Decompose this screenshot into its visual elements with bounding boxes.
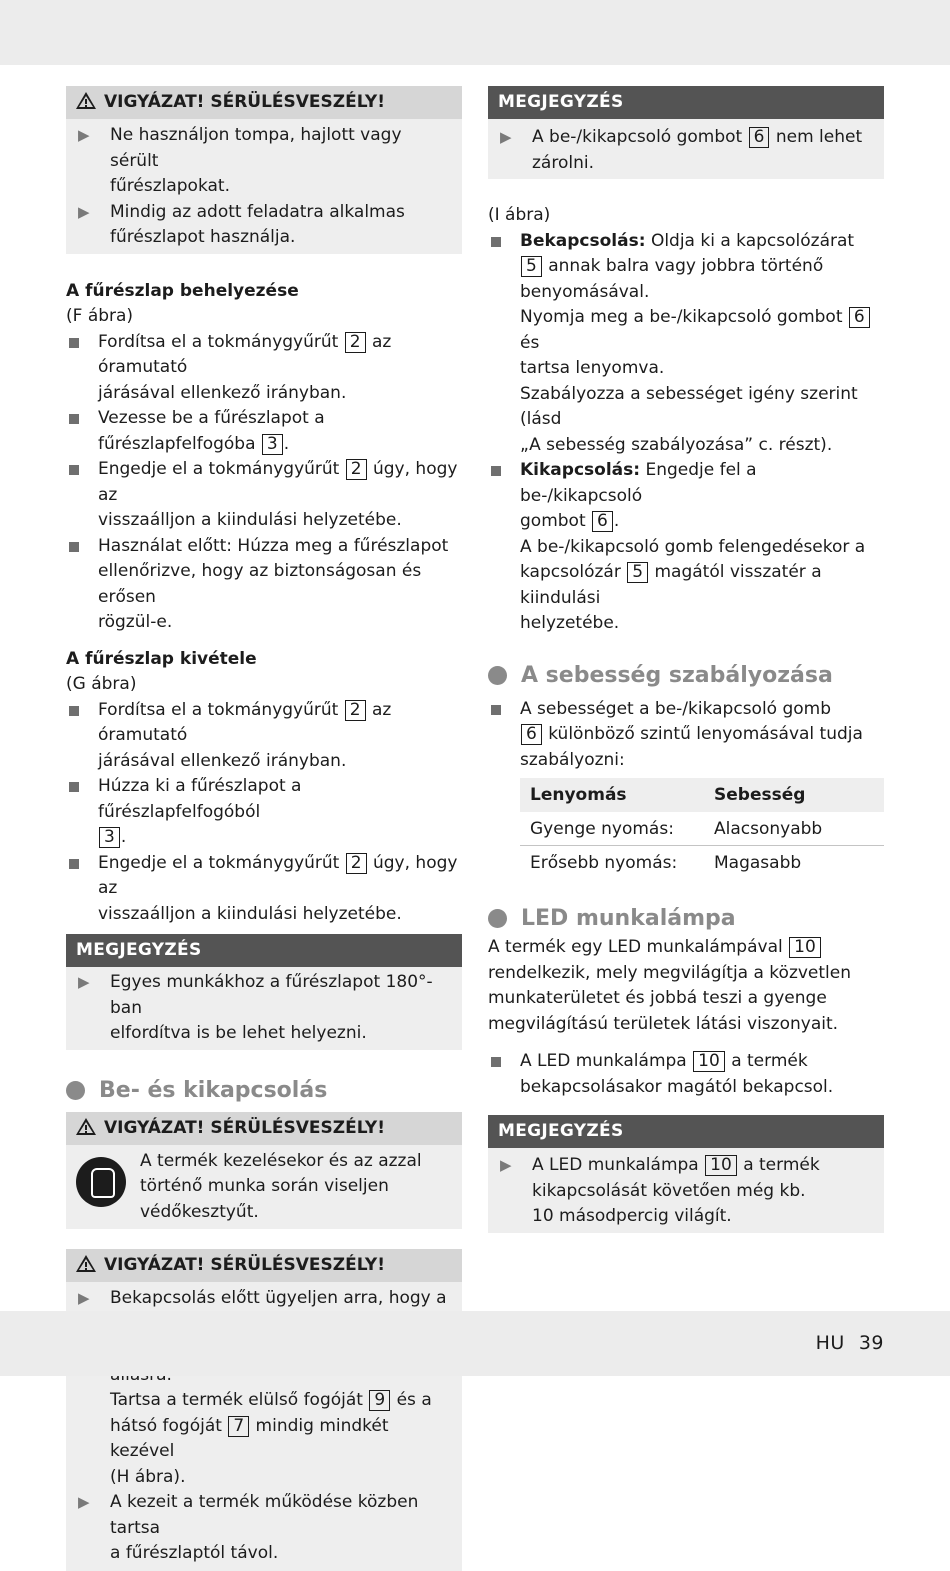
note-header: MEGJEGYZÉS	[488, 86, 884, 119]
part-number: 10	[693, 1051, 725, 1072]
part-number: 6	[749, 127, 770, 148]
list-item: ▶ Egyes munkákhoz a fűrészlapot 180°-ban elfordítva is be lehet helyezni.	[76, 970, 448, 1047]
triangle-bullet-icon: ▶	[78, 973, 90, 991]
warning-box-blades	[66, 86, 462, 254]
bullet-dot-icon	[66, 1081, 85, 1100]
speed-table	[520, 778, 884, 879]
warning-triangle-icon	[76, 92, 96, 109]
square-bullet-icon	[66, 406, 98, 457]
list-item: Használat előtt: Húzza meg a fűrészlapot ellenőrizve, hogy az biztonságosan és erősen rögzül-e.	[66, 534, 462, 636]
part-number: 10	[789, 937, 821, 958]
table-header: Sebesség	[704, 778, 884, 812]
list-item: ▶ A be-/kikapcsoló gombot 6 nem lehet zárolni.	[498, 125, 870, 176]
list-item-switch-off: Kikapcsolás: Engedje fel a be-/kikapcsoló gombot 6 . A be-/kikapcsoló gomb felengedésekor a kapcsolózár 5 magától visszatér a kiindulási helyzetébe.	[488, 458, 884, 637]
part-number: 6	[849, 307, 870, 328]
part-number: 3	[99, 827, 120, 848]
part-number: 5	[627, 562, 648, 583]
part-number: 6	[521, 724, 542, 745]
triangle-bullet-icon: ▶	[500, 1156, 512, 1174]
warning-triangle-icon	[76, 1118, 96, 1135]
figure-ref: (F ábra)	[66, 306, 134, 326]
list-item: Fordítsa el a tokmánygyűrűt 2 az óramutató járásával ellenkező irányban.	[66, 330, 462, 407]
square-bullet-icon	[488, 229, 520, 459]
list-item: Vezesse be a fűrészlapot a fűrészlapfelfogóba 3 .	[66, 406, 462, 457]
note-box-lock	[488, 86, 884, 179]
part-number: 2	[346, 853, 367, 874]
heading-insert-blade: A fűrészlap behelyezése	[66, 280, 299, 301]
square-bullet-icon	[488, 697, 520, 774]
list-item: Húzza ki a fűrészlapot a fűrészlapfelfogóból 3 .	[66, 774, 462, 851]
triangle-bullet-icon: ▶	[78, 126, 90, 144]
note-box-led	[488, 1115, 884, 1233]
note-box-rotate	[66, 934, 462, 1050]
list-item: ▶ Bekapcsolás előtt ügyeljen arra, hogy a	[76, 1286, 448, 1337]
square-bullet-icon	[66, 330, 98, 407]
list-item: A LED munkalámpa 10 a termék bekapcsolásakor magától bekapcsol.	[488, 1049, 884, 1100]
part-number: 9	[369, 1390, 390, 1411]
list-item: Tartsa a termék elülső fogóját 9 és a hátsó fogóját 7 mindig mindkét kezével (H ábra).	[76, 1337, 448, 1490]
bullet-dot-icon	[488, 666, 507, 685]
gloves-icon	[76, 1157, 126, 1207]
triangle-bullet-icon: ▶	[78, 1289, 90, 1307]
part-number: 3	[262, 434, 283, 455]
list-item: Fordítsa el a tokmánygyűrűt 2 az óramutató járásával ellenkező irányban.	[66, 698, 462, 775]
list-item: ▶ Ne használjon tompa, hajlott vagy sérült fűrészlapokat.	[76, 123, 448, 200]
figure-ref: (I ábra)	[488, 205, 551, 225]
table-row: Gyenge nyomás: Alacsonyabb	[520, 812, 884, 846]
list-item: ▶ Mindig az adott feladatra alkalmas fűrészlapot használja.	[76, 200, 448, 251]
note-header: MEGJEGYZÉS	[66, 934, 462, 967]
top-band	[0, 0, 950, 65]
warning-box-operation	[66, 1249, 462, 1571]
square-bullet-icon	[66, 534, 98, 636]
right-column	[488, 86, 884, 1233]
figure-ref: (G ábra)	[66, 674, 137, 694]
list-item: ▶ A kezeit a termék működése közben tartsa a fűrészlaptól távol.	[76, 1490, 448, 1567]
square-bullet-icon	[66, 774, 98, 851]
list-item: ▶ A LED munkalámpa 10 a termék kikapcsolását követően még kb. 10 másodpercig világít.	[498, 1153, 870, 1230]
part-number: 2	[345, 700, 366, 721]
warning-header: VIGYÁZAT! SÉRÜLÉSVESZÉLY!	[66, 1112, 462, 1145]
square-bullet-icon	[488, 458, 520, 637]
triangle-bullet-icon: ▶	[78, 1493, 90, 1511]
triangle-bullet-icon: ▶	[500, 128, 512, 146]
warning-box-gloves: VIGYÁZAT! SÉRÜLÉSVESZÉLY! A termék kezelésekor és az azzal történő munka során viseljen védőkesztyűt.	[66, 1112, 462, 1230]
page-number: 39	[858, 1332, 884, 1354]
square-bullet-icon	[66, 851, 98, 928]
triangle-bullet-icon: ▶	[78, 202, 90, 221]
warning-triangle-icon	[76, 1255, 96, 1272]
part-number: 6	[592, 511, 613, 532]
page-footer	[802, 1332, 884, 1354]
table-row: Erősebb nyomás: Magasabb	[530, 852, 802, 873]
list-item: Engedje el a tokmánygyűrűt 2 úgy, hogy az visszaálljon a kiindulási helyzetébe.	[66, 457, 462, 534]
heading-remove-blade: A fűrészlap kivétele	[66, 648, 257, 669]
language-code: HU	[815, 1332, 845, 1354]
section-title-led: LED munkalámpa	[488, 901, 884, 935]
section-title-speed: A sebesség szabályozása	[488, 659, 884, 693]
list-item-switch-on: Bekapcsolás: Oldja ki a kapcsolózárat 5 annak balra vagy jobbra történő benyomásával. Nyomja meg a be-/kikapcsoló gombot 6 és tartsa lenyomva. Szabályozza a sebességet igény szerint (lásd „A sebesség szabályozása” c. részt).	[488, 229, 884, 459]
part-number: 2	[346, 459, 367, 480]
part-number: 5	[521, 256, 542, 277]
list-item: Engedje el a tokmánygyűrűt 2 úgy, hogy az visszaálljon a kiindulási helyzetébe.	[66, 851, 462, 928]
warning-header: VIGYÁZAT! SÉRÜLÉSVESZÉLY!	[66, 1249, 462, 1282]
led-paragraph: A termék egy LED munkalámpával 10 rendelkezik, mely megvilágítja a közvetlen munkaterületet és jobbá teszi a gyenge megvilágítású területek látási viszonyait.	[488, 937, 852, 1034]
square-bullet-icon	[66, 457, 98, 534]
section-title-switching: Be- és kikapcsolás	[66, 1074, 462, 1108]
square-bullet-icon	[66, 698, 98, 775]
part-number: 2	[345, 332, 366, 353]
part-number: 10	[705, 1155, 737, 1176]
square-bullet-icon	[488, 1049, 520, 1100]
bullet-dot-icon	[488, 909, 507, 928]
table-header: Lenyomás	[520, 778, 704, 812]
note-header: MEGJEGYZÉS	[488, 1115, 884, 1148]
part-number: 7	[228, 1416, 249, 1437]
warning-header: VIGYÁZAT! SÉRÜLÉSVESZÉLY!	[66, 86, 462, 119]
list-item: A sebességet a be-/kikapcsoló gomb 6 különböző szintű lenyomásával tudja szabályozni:	[488, 697, 884, 774]
